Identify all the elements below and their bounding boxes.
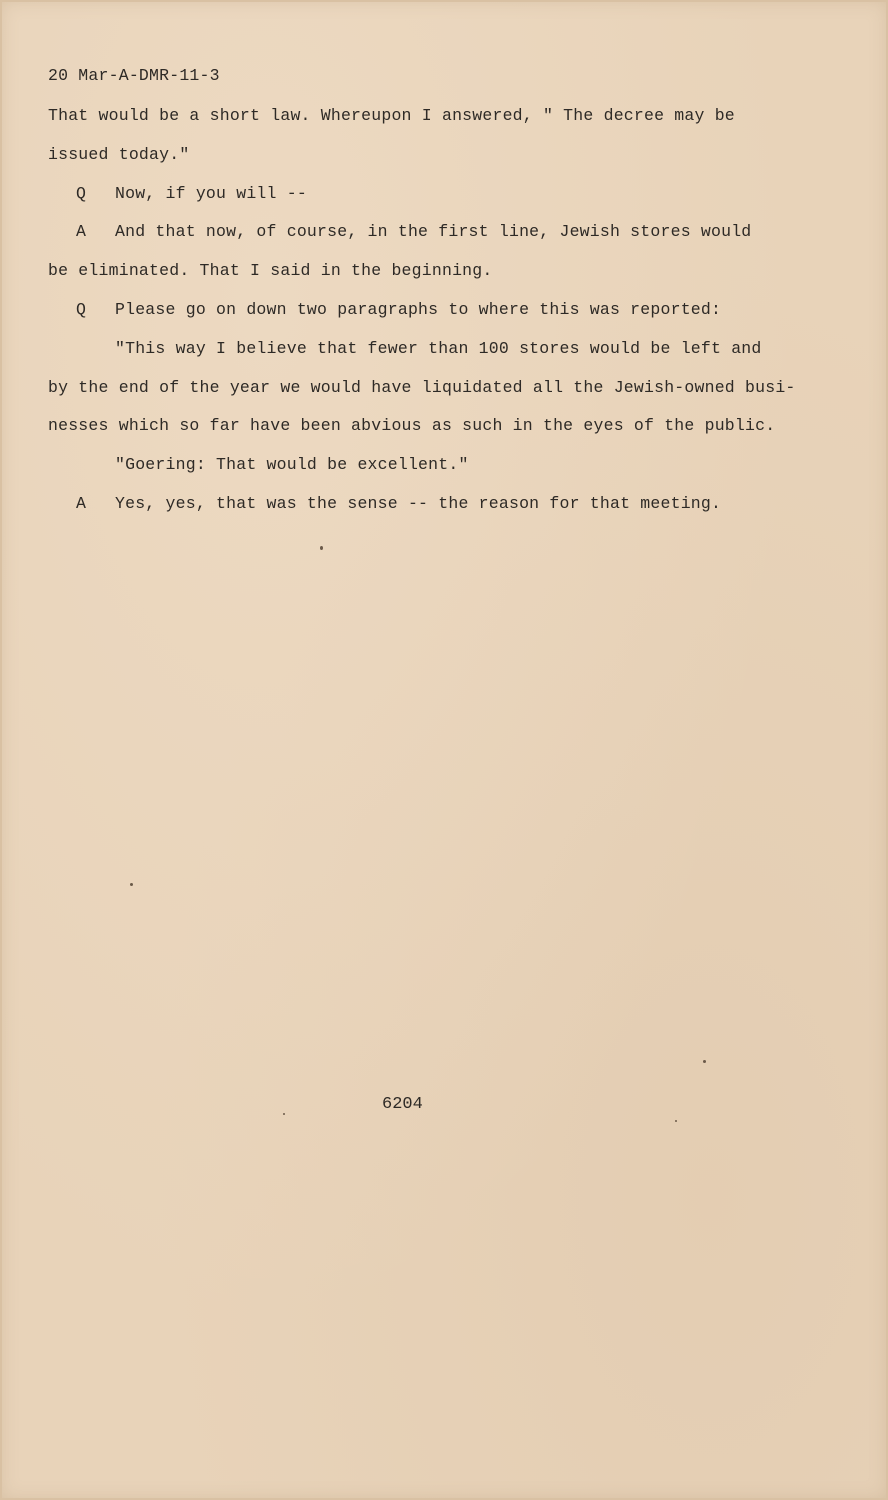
quoted-text: "Goering: That would be excellent." [115,455,469,474]
quoted-text: "This way I believe that fewer than 100 stores would be left and [115,339,762,358]
paper-speck [130,883,133,886]
paper-speck [675,1120,677,1122]
paper-speck [320,546,323,550]
question-text: Please go on down two paragraphs to where this was reported: [115,300,722,319]
quoted-text: nesses which so far have been abvious as such in the eyes of the public. [48,416,776,435]
answer-text: And that now, of course, in the first line, Jewish stores would [115,222,752,241]
page-number: 6204 [382,1095,423,1114]
text-line: That would be a short law. Whereupon I answered, " The decree may be [48,106,735,125]
quoted-text: by the end of the year we would have liquidated all the Jewish-owned busi- [48,378,796,397]
question-text: Now, if you will -- [115,184,307,203]
paper-speck [703,1060,706,1063]
question-label: Q [76,300,86,319]
answer-text: Yes, yes, that was the sense -- the reason for that meeting. [115,494,722,513]
paper-speck [283,1113,285,1115]
text-line: issued today." [48,145,190,164]
answer-text: be eliminated. That I said in the beginning. [48,261,493,280]
document-reference: 20 Mar-A-DMR-11-3 [48,66,220,85]
answer-label: A [76,222,86,241]
question-label: Q [76,184,86,203]
answer-label: A [76,494,86,513]
